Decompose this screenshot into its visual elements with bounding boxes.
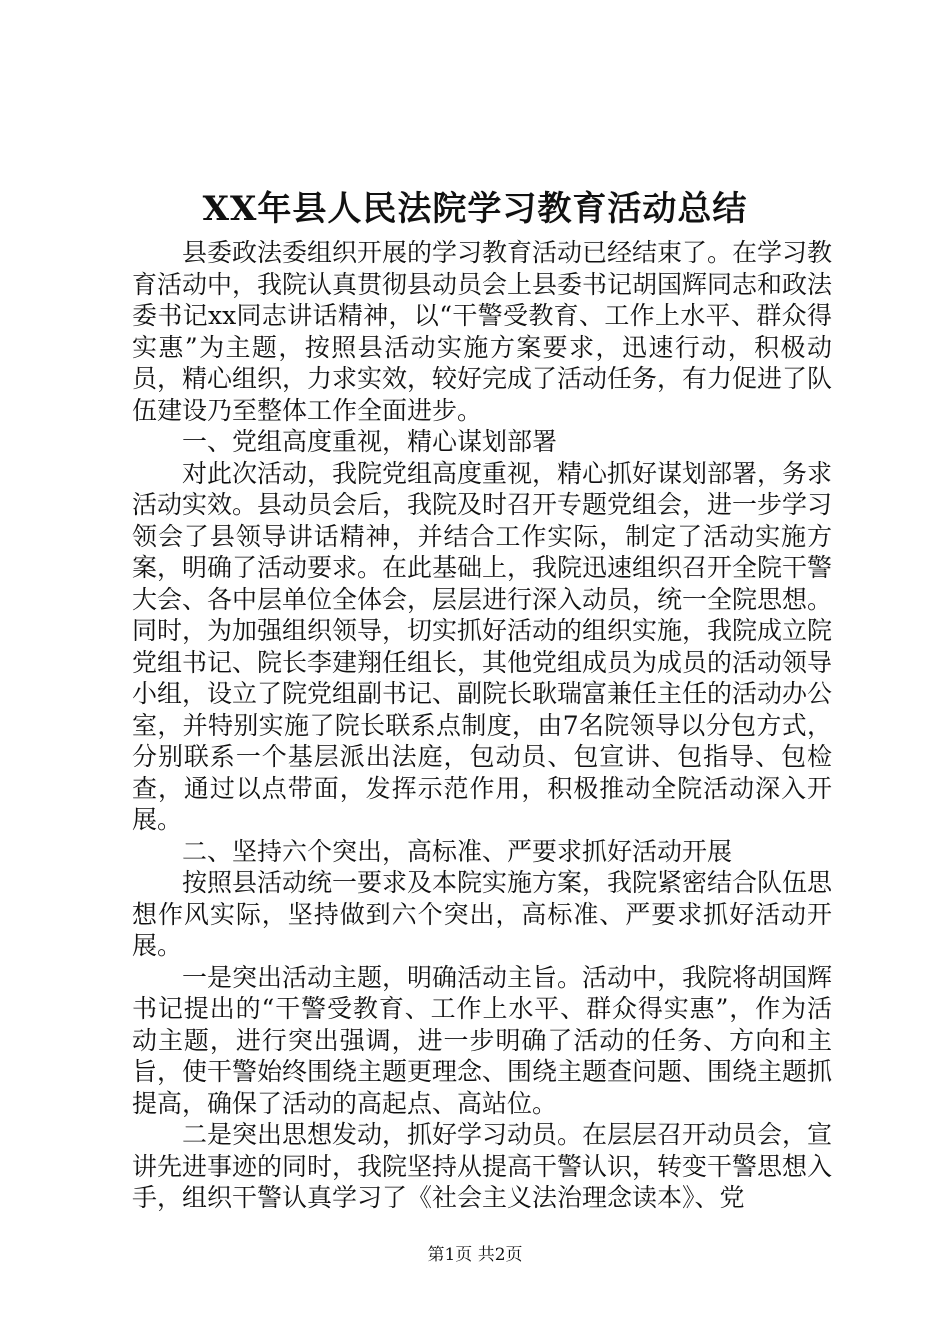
paragraph-section-2-intro: 按照县活动统一要求及本院实施方案，我院紧密结合队伍思想作风实际，坚持做到六个突出，高标准、严要求抓好活动开展。: [132, 868, 833, 960]
paragraph-point-2: 二是突出思想发动，抓好学习动员。在层层召开动员会，宣讲先进事迹的同时，我院坚持从提高干警认识，转变干警思想入手，组织干警认真学习了《社会主义法治理念读本》、党: [132, 1120, 833, 1212]
page-number-footer: 第1页 共2页: [427, 1245, 523, 1265]
paragraph-point-1: 一是突出活动主题，明确活动主旨。活动中，我院将胡国辉书记提出的“干警受教育、工作上水平、群众得实惠”，作为活动主题，进行突出强调，进一步明确了活动的任务、方向和主旨，使干警始终围绕主题更理念、围绕主题查问题、围绕主题抓提高，确保了活动的高起点、高站位。: [132, 962, 833, 1118]
section-heading-1: 一、党组高度重视，精心谋划部署: [182, 427, 558, 456]
document-title: XX年县人民法院学习教育活动总结: [202, 189, 748, 229]
document-body: [132, 237, 832, 1214]
paragraph-intro: 县委政法委组织开展的学习教育活动已经结束了。在学习教育活动中，我院认真贯彻县动员会上县委书记胡国辉同志和政法委书记xx同志讲话精神，以“干警受教育、工作上水平、群众得实惠”为主题，按照县活动实施方案要求，迅速行动，积极动员，精心组织，力求实效，较好完成了活动任务，有力促进了队伍建设乃至整体工作全面进步。: [132, 238, 833, 425]
section-heading-2: 二、坚持六个突出，高标准、严要求抓好活动开展: [182, 836, 733, 866]
paragraph-section-1: 对此次活动，我院党组高度重视，精心抓好谋划部署，务求活动实效。县动员会后，我院及时召开专题党组会，进一步学习领会了县领导讲话精神，并结合工作实际，制定了活动实施方案，明确了活动要求。在此基础上，我院迅速组织召开全院干警大会、各中层单位全体会，层层进行深入动员，统一全院思想。同时，为加强组织领导，切实抓好活动的组织实施，我院成立院党组书记、院长李建翔任组长，其他党组成员为成员的活动领导小组，设立了院党组副书记、副院长耿瑞富兼任主任的活动办公室，并特别实施了院长联系点制度，由7名院领导以分包方式，分别联系一个基层派出法庭，包动员、包宣讲、包指导、包检查，通过以点带面，发挥示范作用，积极推动全院活动深入开展。: [132, 458, 833, 834]
